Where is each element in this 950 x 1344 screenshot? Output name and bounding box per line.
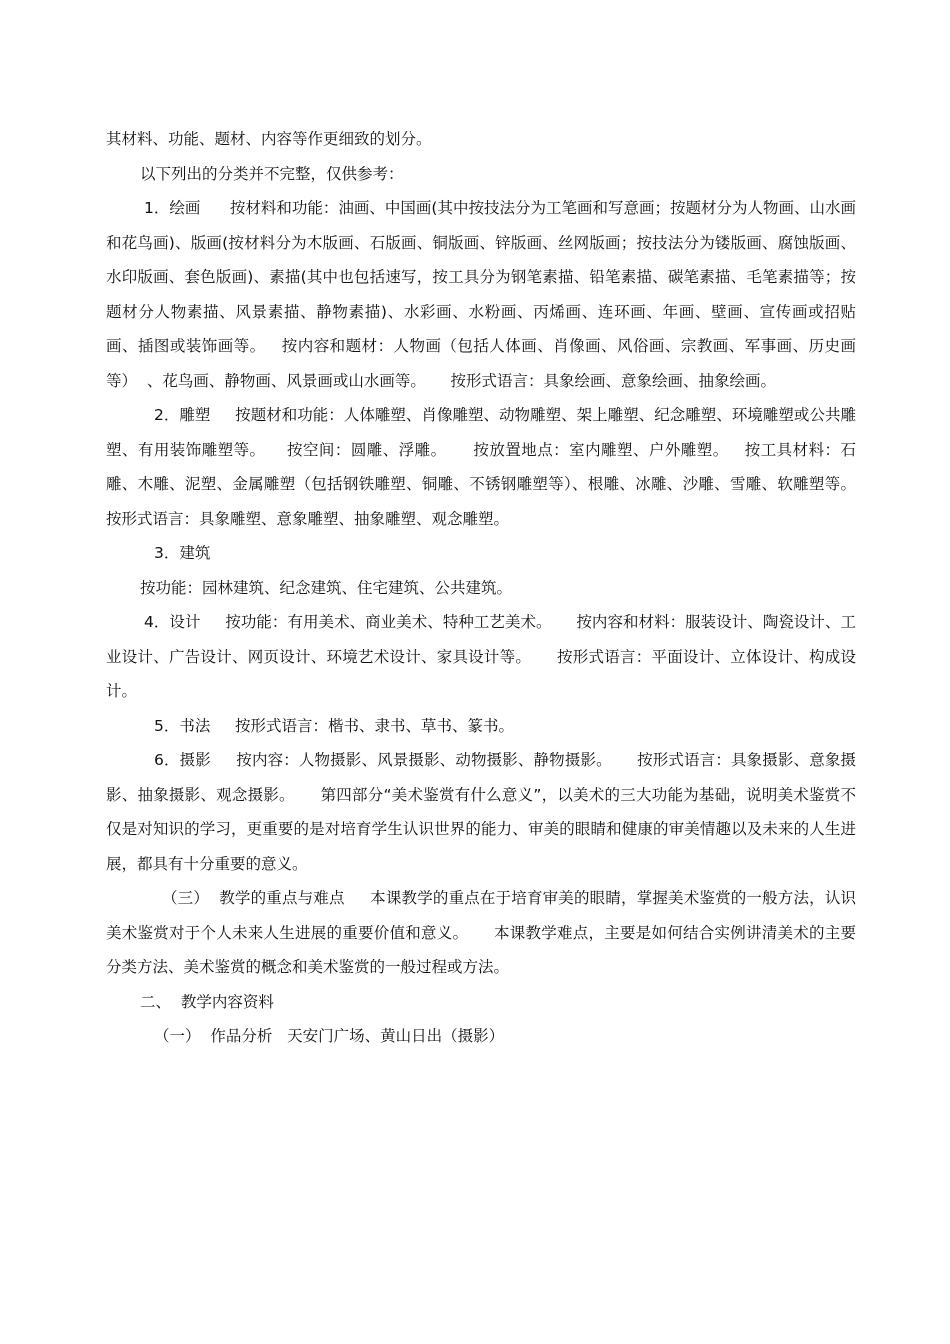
paragraph-sculpture: 2．雕塑 按题材和功能：人体雕塑、肖像雕塑、动物雕塑、架上雕塑、纪念雕塑、环境雕塑或公共雕塑、有用装饰雕塑等。 按空间：圆雕、浮雕。 按放置地点：室内雕塑、户外雕塑。 按工具材料：石雕、木雕、泥塑、金属雕塑（包括钢铁雕塑、铜雕、不锈钢雕塑等）、根雕、冰雕、沙雕、雪雕、软雕塑等。 按形式语言：具象雕塑、意象雕塑、抽象雕塑、观念雕塑。 xyxy=(106,406,881,528)
paragraph-calligraphy: 5．书法 按形式语言：楷书、隶书、草书、篆书。 xyxy=(154,716,514,735)
body-text xyxy=(106,122,881,1054)
paragraph-architecture-heading: 3．建筑 xyxy=(154,544,211,562)
paragraph-architecture: 按功能：园林建筑、纪念建筑、住宅建筑、公共建筑。 xyxy=(140,578,513,597)
paragraph-classification-note: 以下列出的分类并不完整，仅供参考： xyxy=(140,164,404,183)
section-heading-work-analysis: （一） 作品分析 天安门广场、黄山日出（摄影） xyxy=(154,1027,505,1045)
paragraph-intro-continuation: 其材料、功能、题材、内容等作更细致的划分。 xyxy=(106,130,432,148)
paragraph-key-points: （三） 教学的重点与难点 本课教学的重点在于培育审美的眼睛，掌握美术鉴赏的一般方法，认识美术鉴赏对于个人未来人生进展的重要价值和意义。 本课教学难点，主要是如何结合实例讲清美术的主要分类方法、美术鉴赏的概念和美术鉴赏的一般过程或方法。 xyxy=(106,889,856,976)
section-heading-teaching-materials: 二、 教学内容资料 xyxy=(140,992,274,1011)
paragraph-photography: 6．摄影 按内容：人物摄影、风景摄影、动物摄影、静物摄影。 按形式语言：具象摄影、意象摄影、抽象摄影、观念摄影。 第四部分“美术鉴赏有什么意义”，以美术的三大功能为基础，说明美术鉴赏不仅是对知识的学习，更重要的是对培育学生认识世界的能力、审美的眼睛和健康的审美情趣以及未来的人生进展，都具有十分重要的意义。 xyxy=(106,751,856,873)
paragraph-design: 4．设计 按功能：有用美术、商业美术、特种工艺美术。 按内容和材料：服装设计、陶瓷设计、工业设计、广告设计、网页设计、环境艺术设计、家具设计等。 按形式语言：平面设计、立体设计、构成设计。 xyxy=(106,613,856,700)
paragraph-painting: 1．绘画 按材料和功能：油画、中国画(其中按技法分为工笔画和写意画；按题材分为人物画、山水画和花鸟画)、版画(按材料分为木版画、石版画、铜版画、锌版画、丝网版画；按技法分为镂版画、腐蚀版画、水印版画、套色版画)、素描(其中也包括速写，按工具分为钢笔素描、铅笔素描、碳笔素描、毛笔素描等；按题材分人物素描、风景素描、静物素描)、水彩画、水粉画、丙烯画、连环画、年画、壁画、宣传画或招贴画、插图或装饰画等。 按内容和题材：人物画（包括人体画、肖像画、风俗画、宗教画、军事画、历史画等） 、花鸟画、静物画、风景画或山水画等。 按形式语言：具象绘画、意象绘画、抽象绘画。 xyxy=(106,199,856,390)
